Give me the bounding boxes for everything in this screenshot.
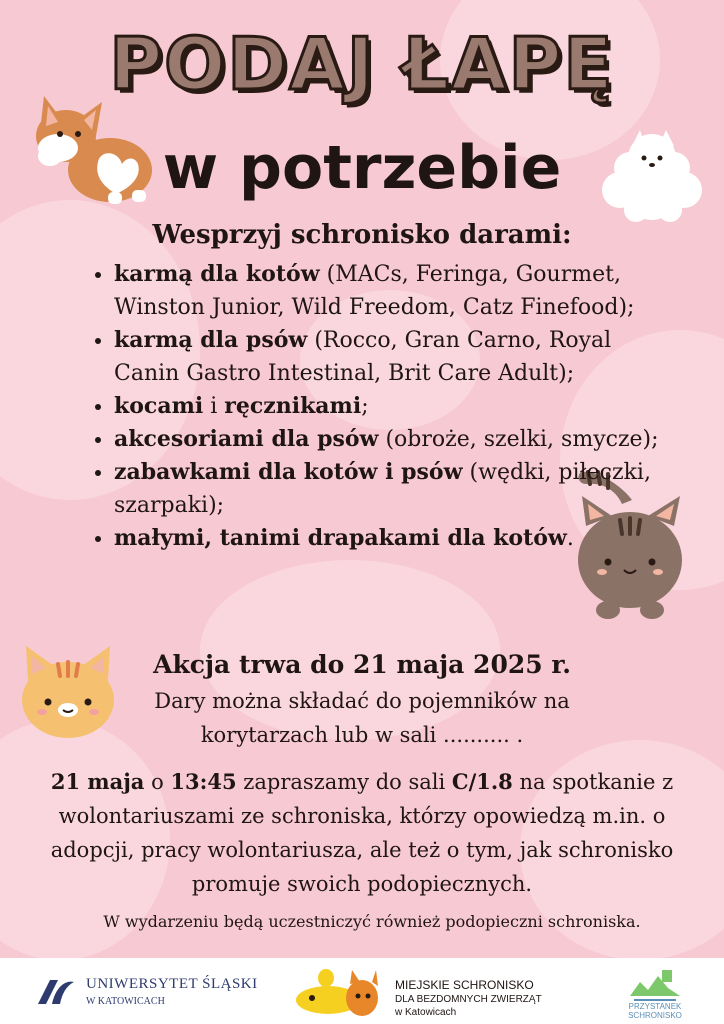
list-item [114,258,674,324]
poster-title: PODAJ ŁAPĘ [109,22,615,106]
footer-logos [0,958,724,1024]
shelter-city: w Katowicach [395,1007,457,1018]
university-emblem-icon [36,976,76,1008]
meeting-text: na spotkanie z wolontariuszami ze schroniska, którzy opowiedzą m.in. o adopcji, pracy wolontariusza, ale też o tym, jak schronisko promuje swoich podopiecznych. [50,770,674,896]
shelter-name: MIEJSKIE SCHRONISKO [395,978,534,992]
item-bold: akcesoriami dla psów [114,426,379,452]
university-city: W KATOWICACH [86,996,165,1007]
donation-info: Dary można składać do pojemników na korytarzach lub w sali .......... . [154,689,570,747]
donation-list [86,258,674,555]
meeting-info [20,765,704,901]
list-item [114,390,674,423]
university-name: UNIWERSYTET ŚLĄSKI [86,976,258,992]
meeting-date: 21 maja [50,769,145,794]
item-text: (Rocco, Gran Carno, Royal Canin Gastro Intestinal, Brit Care Adult); [114,328,612,386]
item-bold: ręcznikami [224,393,362,419]
item-text: (wędki, piłeczki, szarpaki); [114,460,651,518]
meeting-room: C/1.8 [451,769,513,794]
poster-subtitle: w potrzebie [162,133,562,203]
list-item [114,456,674,522]
footnote: W wydarzeniu będą uczestniczyć również podopieczni schroniska. [103,912,641,931]
meeting-text: o [144,770,171,794]
list-item [114,522,674,555]
shelter-mascot-icon [292,968,384,1020]
item-bold: karmą dla psów [114,327,308,353]
item-text: (MACs, Feringa, Gourmet, Winston Junior, Wild Freedom, Catz Finefood); [114,262,635,320]
meeting-text: zapraszamy do sali [236,770,452,794]
item-text: . [566,526,574,551]
item-bold: zabawkami dla kotów i psów [114,459,463,485]
przystanek-label [620,1002,690,1020]
list-item [114,324,674,390]
przystanek-icon [628,966,682,1002]
action-date: Akcja trwa do 21 maja 2025 r. [153,650,571,679]
item-text: ; [361,394,369,419]
lead-heading: Wesprzyj schronisko darami: [152,220,572,250]
meeting-time: 13:45 [170,769,237,794]
list-item [114,423,674,456]
przystanek-line: SCHRONISKO [628,1011,682,1020]
item-bold: kocami [114,393,204,419]
item-text: (obroże, szelki, smycze); [378,427,659,452]
shelter-logo-text [395,978,542,1018]
item-text: i [203,394,225,419]
shelter-subname: DLA BEZDOMNYCH ZWIERZĄT [395,994,542,1005]
item-bold: małymi, tanimi drapakami dla kotów [114,525,567,551]
item-bold: karmą dla kotów [114,261,320,287]
przystanek-line: PRZYSTANEK [628,1002,682,1011]
